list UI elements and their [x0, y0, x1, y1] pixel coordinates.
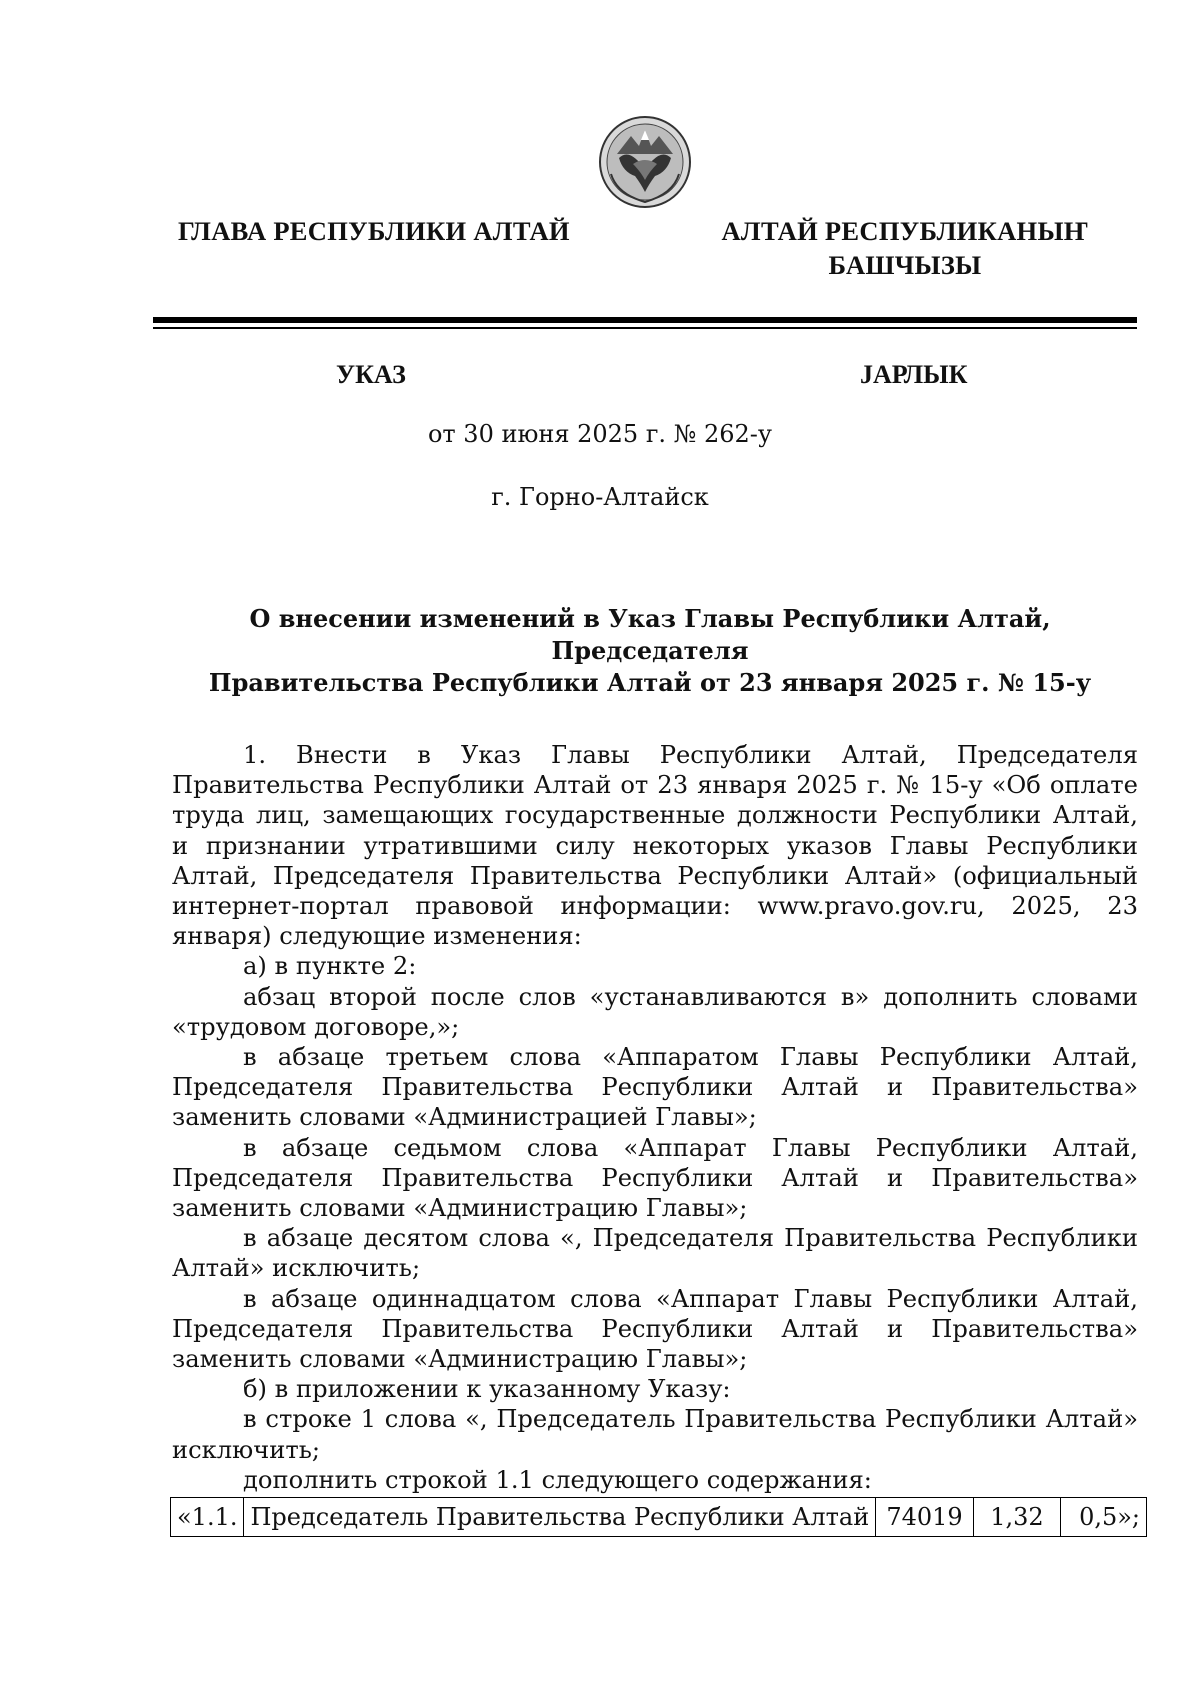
table-cell-coefficient: 1,32	[973, 1498, 1060, 1537]
authority-title-russian: ГЛАВА РЕСПУБЛИКИ АЛТАЙ	[178, 216, 570, 246]
body-paragraph-6: в абзаце десятом слова «, Председателя Правительства Республики Алтай» исключить;	[172, 1224, 1138, 1283]
table-row	[171, 1498, 1147, 1537]
doc-type-russian: УКАЗ	[336, 360, 406, 389]
body-paragraph-4: в абзаце третьем слова «Аппаратом Главы Республики Алтай, Председателя Правительства Республики Алтай и Правительства» заменить словами «Администрацией Главы»;	[172, 1043, 1138, 1132]
table-cell-position: Председатель Правительства Республики Алтай	[244, 1498, 876, 1537]
body-paragraph-8: б) в приложении к указанному Указу:	[243, 1375, 731, 1404]
decree-title-line2: Правительства Республики Алтай от 23 января 2025 г. № 15-у	[208, 668, 1092, 697]
authority-title-altai	[700, 214, 1110, 282]
coat-of-arms-emblem-icon	[597, 114, 693, 210]
salary-table	[170, 1497, 1147, 1537]
table-cell-salary: 74019	[876, 1498, 974, 1537]
table-cell-rate: 0,5»;	[1061, 1498, 1147, 1537]
decree-city: г. Горно-Алтайск	[491, 483, 709, 511]
decree-body	[172, 740, 1138, 1495]
body-paragraph-3: абзац второй после слов «устанавливаются в» дополнить словами «трудовом договоре,»;	[172, 982, 1138, 1041]
table-cell-number: «1.1.	[171, 1498, 244, 1537]
authority-title-altai-line2: БАШЧЫЗЫ	[828, 250, 982, 280]
decree-date-number: от 30 июня 2025 г. № 262-у	[427, 420, 773, 448]
decree-title	[190, 603, 1110, 699]
authority-title-altai-line1: АЛТАЙ РЕСПУБЛИКАНЫҤ	[721, 216, 1089, 246]
body-paragraph-1: 1. Внести в Указ Главы Республики Алтай, Председателя Правительства Республики Алтай от 23 января 2025 г. № 15-у «Об оплате труда лиц, замещающих государственные должности Республики Алтай, и признании утратившими силу некоторых указов Главы Республики Алтай, Председателя Правительства Республики Алтай» (официальный интернет-портал правовой информации: www.pravo.gov.ru, 2025, 23 января) следующие изменения:	[172, 741, 1138, 951]
doc-type-altai: ЈАРЛЫК	[860, 360, 968, 389]
header-rule-thick	[153, 317, 1137, 323]
body-paragraph-10: дополнить строкой 1.1 следующего содержания:	[243, 1465, 872, 1494]
body-paragraph-9: в строке 1 слова «, Председатель Правительства Республики Алтай» исключить;	[172, 1405, 1138, 1464]
body-paragraph-7: в абзаце одиннадцатом слова «Аппарат Главы Республики Алтай, Председателя Правительства Республики Алтай и Правительства» заменить словами «Администрацию Главы»;	[172, 1284, 1138, 1374]
body-paragraph-2: а) в пункте 2:	[243, 952, 417, 981]
decree-title-line1: О внесении изменений в Указ Главы Республики Алтай, Председателя	[249, 604, 1051, 665]
header-rule-thin	[153, 327, 1137, 329]
body-paragraph-5: в абзаце седьмом слова «Аппарат Главы Республики Алтай, Председателя Правительства Республики Алтай и Правительства» заменить словами «Администрацию Главы»;	[172, 1133, 1138, 1223]
